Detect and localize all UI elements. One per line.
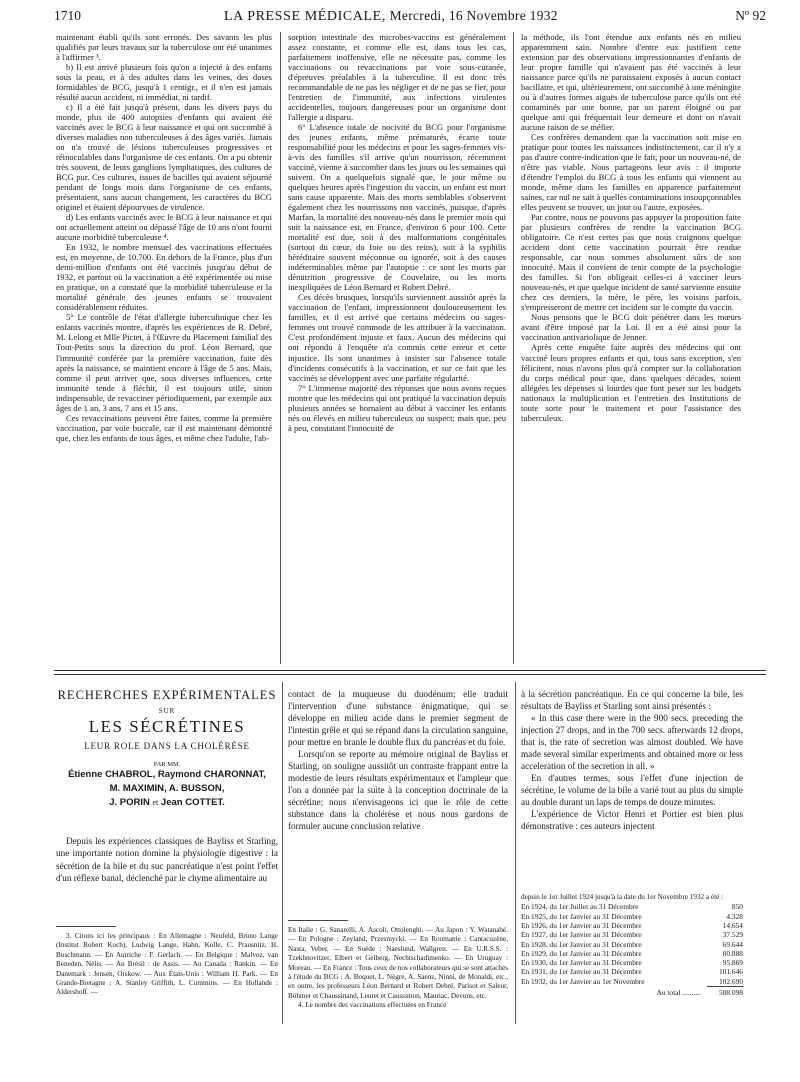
upper-column-2 <box>288 32 506 664</box>
row-label: En 1930, du 1er Janvier au 31 Décembre <box>521 958 642 968</box>
article-heading: RECHERCHES EXPÉRIMENTALES <box>57 688 277 702</box>
total-label: Au total .......... <box>656 987 701 997</box>
issue-number: Nº 92 <box>735 8 766 23</box>
article-column-1 <box>56 835 278 905</box>
paragraph: Ces revaccinations peuvent être faites, comme la première vaccination, par voie buccale, car il est maintenant démontré que, chez les enfants de tous âges, et même chez l'adulte, l'ab- <box>56 412 272 443</box>
row-label: En 1926, du 1er Janvier au 31 Décembre <box>521 921 642 930</box>
paragraph: Par contre, nous ne pouvons pas appuyer la proposition faite par plusieurs confrères de rendre la vaccination BCG obligatoire. Ce n'est certes pas que nous craignons quelque accident dont cette vaccination pourrait être rendue responsable, car nous sommes absolument sûrs de son innocuité. Mais il convient de tenir compte de la psychologie des familles. Si l'on obligeait celles-ci à vacciner leurs nouveau-nés, et que quelque incident de santé survienne ensuite chez ces derniers, la mère, le père, les voisins parfois, s'empresseront de mettre cet incident sur le compte du vaccin. <box>521 212 741 313</box>
row-value: 101.646 <box>718 967 743 977</box>
total-value: 508.098 <box>707 987 743 998</box>
paragraph: c) Il a été fait jusqu'à présent, dans les divers pays du monde, plus de 400 autopsies d'enfants qui avaient été vaccinés avec le BCG à leur naissance et qui ont succombé à diverses maladies non tuberculeuses à des âges variés. Jamais on n'a trouvé de lésions tuberculeuses progressives et réinoculables dans l'organisme de ces enfants. On a pu obtenir très souvent, de leurs ganglions lymphatiques, des cultures de BCG pur. Ces cultures, issues de bacilles qui avaient séjourné pendant de longs mois dans l'organisme de ces enfants, présentaient, sans aucun changement, les caractères du BCG originel et étaient dépourvues de virulence. <box>56 102 272 213</box>
footnote-4: 4. Le nombre des vaccinations effectuées en France <box>298 1001 447 1010</box>
paragraph: Nous pensons que le BCG doit pénétrer dans les mœurs avant d'être imposé par la Loi. Il en a été ainsi pour la vaccination antivariolique de Jenner. <box>521 312 741 343</box>
authors-line-1: Étienne CHABROL, Raymond CHARONNAT, <box>68 769 266 780</box>
paragraph: sorption intestinale des microbes-vaccins est généralement assez constante, et comme elle est, dans tous les cas, parfaitement inoffensive, elle ne nécessite pas, comme les vaccinations ou revaccinations par voie sous-cutanée, d'épreuves préalables à la tuberculine. Il est donc très recommandable de ne pas les négliger et de ne pas se fier, pour l'entretien de l'immunité, aux infections virulentes accidentelles, toujours dangereuses pour un organisme dont l'allergie a disparu. <box>288 32 506 123</box>
row-label: En 1927, du 1er Janvier au 31 Décembre <box>521 930 642 940</box>
authors-line-2: M. MAXIMIN, A. BUSSON, <box>109 783 225 794</box>
paragraph: Après cette enquête faite auprès des médecins qui ont vacciné leurs propres enfants et qui, tous sans exception, s'en félicitent, nous n'avons plus qu'à compter sur la collaboration du corps médical pour que, dans quelques décades, soient allégées les dépenses si lourdes que font peser sur les budgets nationaux la multiplication et l'entretien des Institutions de toute sorte pour le traitement et pour l'assistance des tuberculeux. <box>521 342 741 423</box>
author-porin: J. PORIN <box>109 797 150 808</box>
table-row <box>521 940 743 949</box>
paragraph: d) Les enfants vaccinés avec le BCG à leur naissance et qui ont actuellement atteint ou dépassé l'âge de 10 ans n'ont fourni aucune morbidité tuberculeuse ⁴. <box>56 212 272 243</box>
footnote-rule <box>288 920 348 921</box>
paragraph: En 1932, le nombre mensuel des vaccinations effectuées est, en moyenne, de 10.700. En dehors de la France, plus d'un demi-million d'enfants ont été vaccinés jusqu'au début de 1932, et partout où la vaccination a été expérimentée ou mise en pratique, on a constaté que la morbidité tuberculeuse et la mortalité générale des jeunes enfants se trouvaient considérablement réduites. <box>56 242 272 313</box>
row-value: 4.328 <box>726 911 743 921</box>
row-label: En 1929, du 1er Janvier au 31 Décembre <box>521 948 642 958</box>
paragraph: Depuis les expériences classiques de Bayliss et Starling, une importante notion domine la physiologie digestive : la sécrétion de la bile et du suc pancréatique n'est point l'effet d'un réflexe banal, déclenché par le chyme alimentaire au <box>56 836 278 884</box>
column-rule <box>282 682 283 1024</box>
section-divider <box>54 670 766 675</box>
row-value: 102.690 <box>718 976 743 986</box>
paragraph: contact de la muqueuse du duodénum; elle traduit l'intervention d'une substance énigmatique, qui se développe en milieu acide dans le premier segment de l'intestin grêle et qui se répand dans la circulation sanguine, pour mettre en branle le double flux du pancréas et du foie. <box>288 689 508 747</box>
column-rule <box>280 32 281 664</box>
paragraph: 6° L'absence totale de nocivité du BCG pour l'organisme des jeunes enfants, même prématurés, écarte toute responsabilité pour les médecins et pour les sages-femmes vis-à-vis des familles s'il arrive qu'un nourrisson, récemment vacciné, vienne à succomber dans les jours ou les semaines qui suivent. On a quelquefois signalé que, le jour même ou quelques heures après l'ingestion du vaccin, un enfant est mort sans cause apparente. Mais des morts semblables s'observent également chez les nourrissons non vaccinés, puisque, d'après Marfan, la mortalité des nouveau-nés dans le premier mois qui suit la naissance est, en France, d'environ 6 pour 100. Cette mortalité est due, soit à des malformations congénitales (surtout du cœur, du foie ou des reins), soit à la syphilis héréditaire souvent méconnue ou ignorée, soit à des causes indéterminables même par l'autopsie : ce sont les morts par dénutrition progressive de Couvelaire, ou les morts inexpliquées de Léon Bernard et Robert Debré. <box>288 122 506 293</box>
paragraph: la méthode, ils l'ont étendue aux enfants nés en milieu apparemment sain. Nombre d'entre eux justifient cette extension par des observations impressionnantes d'enfants de leur propre famille qui n'avaient pas été vaccinés à leur naissance parce qu'ils ne paraissaient exposés à aucun contact bacillaire, et qui, ultérieurement, ont succombé à une méningite ou à d'autres formes aiguës de tuberculose parce qu'ils ont été contaminés par une bonne, par un parent éloigné ou par quelque ami qui fréquentait leur demeure et dont on n'avait aucune raison de se méfier. <box>521 32 741 133</box>
page-header <box>54 8 766 28</box>
paragraph: à la sécrétion pancréatique. En ce qui concerne la bile, les résultats de Bayliss et Starling sont ainsi présentés : <box>521 689 743 711</box>
row-value: 850 <box>731 902 743 912</box>
footnote-text: depuis le 1er Juillet 1924 jusqu'à la date du 1er Novembre 1932 a été : <box>521 893 724 901</box>
footnote-text: 3. Citons ici les principaux : En Allemagne : Neufeld, Bruno Lange (Institut Robert Koch), Ludwig Lange, Hahn, Kolle, C. Prausnitz, H. Buschmann. — En Autriche : F. Gerlach. — En Belgique : Malvoz, van Beneden, Nélis. — Au Brésil : de Assis. — Au Canada : Rankin. — En Danemark : Jensen, Orskow. — Aux États-Unis : William H. Park. — En Grande-Bretagne : A. Stanley Griffith, L. Cummins. — En Hollande : Aldershoff. — <box>56 932 278 997</box>
issue-date: Mercredi, 16 Novembre 1932 <box>389 8 558 23</box>
column-rule <box>513 32 514 664</box>
table-row <box>521 967 743 976</box>
paragraph: Ces confrères demandent que la vaccination soit mise en pratique pour toutes les naissances indistinctement, car il n'y a pas d'autre contre-indication que le fait, pour un nouveau-né, de n'être pas viable. Nous partageons leur avis : il importe d'étendre l'emploi du BCG à tous les enfants qui viennent au monde, même dans les familles en apparence parfaitement saines, car nul ne sait à quelles contaminations insoupçonnables elles peuvent se trouver, un jour ou l'autre, exposées. <box>521 132 741 213</box>
upper-column-1 <box>56 32 272 664</box>
row-value: 37.529 <box>722 930 743 940</box>
table-row <box>521 921 743 930</box>
table-row <box>521 912 743 921</box>
paragraph: 5° Le contrôle de l'état d'allergie tuberculinique chez les enfants vaccinés montre, d'après les expériences de R. Debré, M. Lelong et Mlle Pictet, à l'Œuvre du Placement familial des Tout-Petits sous la direction du prof. Léon Bernard, que l'immunité conférée par la première vaccination, faite dès après la naissance, se maintient encore à l'âge de 5 ans. Mais, comme il peut arriver que, sous diverses influences, cette immunité tende à fléchir, il est toujours utile, sinon indispensable, de revacciner périodiquement, par exemple aux âges de 1 an, 3 ans, 7 ans et 15 ans. <box>56 312 272 413</box>
row-label: En 1931, du 1er Janvier au 31 Décembre <box>521 967 642 977</box>
author-conjunction: et <box>152 798 159 807</box>
row-label: En 1932, du 1er Janvier au 1er Novembre <box>521 977 645 987</box>
upper-column-3 <box>521 32 741 664</box>
footnote-3 <box>56 932 278 1014</box>
table-row <box>521 977 743 987</box>
row-value: 80.888 <box>722 948 743 958</box>
footnote-rule <box>56 926 116 927</box>
article-subtitle: LEUR ROLE DANS LA CHOLÉRÈSE <box>84 741 250 751</box>
author-cottet: Jean COTTET. <box>160 797 225 808</box>
paragraph: L'expérience de Victor Henri et Portier est bien plus démonstrative : ces auteurs injectent <box>521 809 743 831</box>
article-column-3 <box>521 688 743 892</box>
paragraph: En d'autres termes, sous l'effet d'une injection de sécrétine, le volume de la bile a varié tout au plus du simple au double durant un laps de temps de douze minutes. <box>521 773 743 807</box>
article-title: LES SÉCRÉTINES <box>88 717 246 736</box>
table-row <box>521 902 743 911</box>
footnote-text: En Italie : G. Sanarelli, A. Ascoli, Ottolenghi. — Au Japon : Y. Watanabé. — En Pologne : Zeyland, Przesmycki. — En Roumanie : Cantacuzène, Nasta, Veber. — En Suède : Naeslund, Wallgren. — En U.R.S.S. : Tzekhnovitzer, Elbert et Gelberg, Nechtschadimenko. — En Uruguay : Moreau. — En France : Tous ceux de nos collaborateurs qui se sont attachés à l'étude du BCG : A. Boquet, L. Nègre, A. Saenz, Ninni, de Monaldi, etc., en outre, les professeurs Léon Bernard et Robert Debré, Parisot et Saleur, Böhmer et Chaussinand, Leuret et Caussimon, Mauriac, Devuns, etc. <box>288 926 508 1000</box>
paragraph: Lorsqu'on se reporte au mémoire original de Bayliss et Starling, on souligne aussitôt un contraste frappant entre la modestie de leurs résultats expérimentaux et l'ampleur que l'on a donnée par la suite à la conception doctrinale de la sécrétine; nous n'envisageons ici que le rôle de cette substance dans la cholérèse et nous nous gardons de formuler aucune conclusion relative <box>288 749 508 831</box>
paragraph: Ces décès brusques, lorsqu'ils surviennent aussitôt après la vaccination de l'enfant, impressionnent douloureusement les familles, et il est arrivé que certains médecins ou sages-femmes ont trouvé commode de les attribuer à la vaccination. C'est profondément injuste et faux. Aucun des médecins qui ont répondu à l'enquête n'a commis cette erreur et cette injustice. Ils sont unanimes à insister sur l'absence totale d'incidents consécutifs à la vaccination, et sur ce fait que les vaccinés se développent avec une parfaite régularité. <box>288 292 506 383</box>
article-title-block <box>56 688 278 810</box>
table-row <box>521 958 743 967</box>
row-value: 69.644 <box>722 939 743 949</box>
footnote-4-continuation <box>521 893 743 1028</box>
paragraph: maintenant établi qu'ils sont erronés. Des savants les plus qualifiés par leurs travaux sur la tuberculose ont été unanimes à l'affirmer ³. <box>56 32 272 63</box>
article-byline-prefix: PAR MM. <box>153 761 181 768</box>
row-label: En 1925, du 1er Janvier au 31 Décembre <box>521 911 642 921</box>
row-value: 95.869 <box>722 958 743 968</box>
journal-name: LA PRESSE MÉDICALE, <box>224 9 386 24</box>
table-row <box>521 949 743 958</box>
authors-line-3 <box>56 796 278 810</box>
article-column-2 <box>288 688 508 914</box>
row-value: 14.654 <box>722 921 743 930</box>
paragraph: b) Il est arrivé plusieurs fois qu'on a injecté à des enfants sous la peau, et à des adultes dans les veines, des doses formidables de BCG, jusqu'à 1 centigr., et il n'en est jamais résulté aucun accident, ni immédiat, ni tardif. <box>56 62 272 103</box>
vaccination-table <box>521 902 743 997</box>
quotation: « In this case there were in the 900 secs. preceding the injection 27 drops, and in the 700 secs. afterwards 12 drops, that is, the rate of secretion was almost doubled. We have made several similar experiments and obtained more or less acceleration of the secretion in all. » <box>521 713 743 771</box>
paragraph: 7° L'immense majorité des réponses que nous avons reçues montre que les médecins qui ont pratiqué la vaccination depuis plusieurs années se bornaient au début à vacciner les enfants nés ou élevés en milieu tuberculeux ou suspect; mais que, peu à peu, constatant l'innocuité de <box>288 382 506 433</box>
page-number: 1710 <box>54 8 81 23</box>
article-heading-sur: SUR <box>158 707 176 715</box>
journal-title <box>224 8 558 25</box>
footnote-continuation <box>288 926 508 1026</box>
row-label: En 1924, du 1er Juillet au 31 Décembre <box>521 902 639 912</box>
row-label: En 1928, du 1er Janvier au 31 Décembre <box>521 939 642 949</box>
table-total-row <box>521 987 743 998</box>
column-rule <box>515 682 516 1024</box>
table-row <box>521 930 743 939</box>
